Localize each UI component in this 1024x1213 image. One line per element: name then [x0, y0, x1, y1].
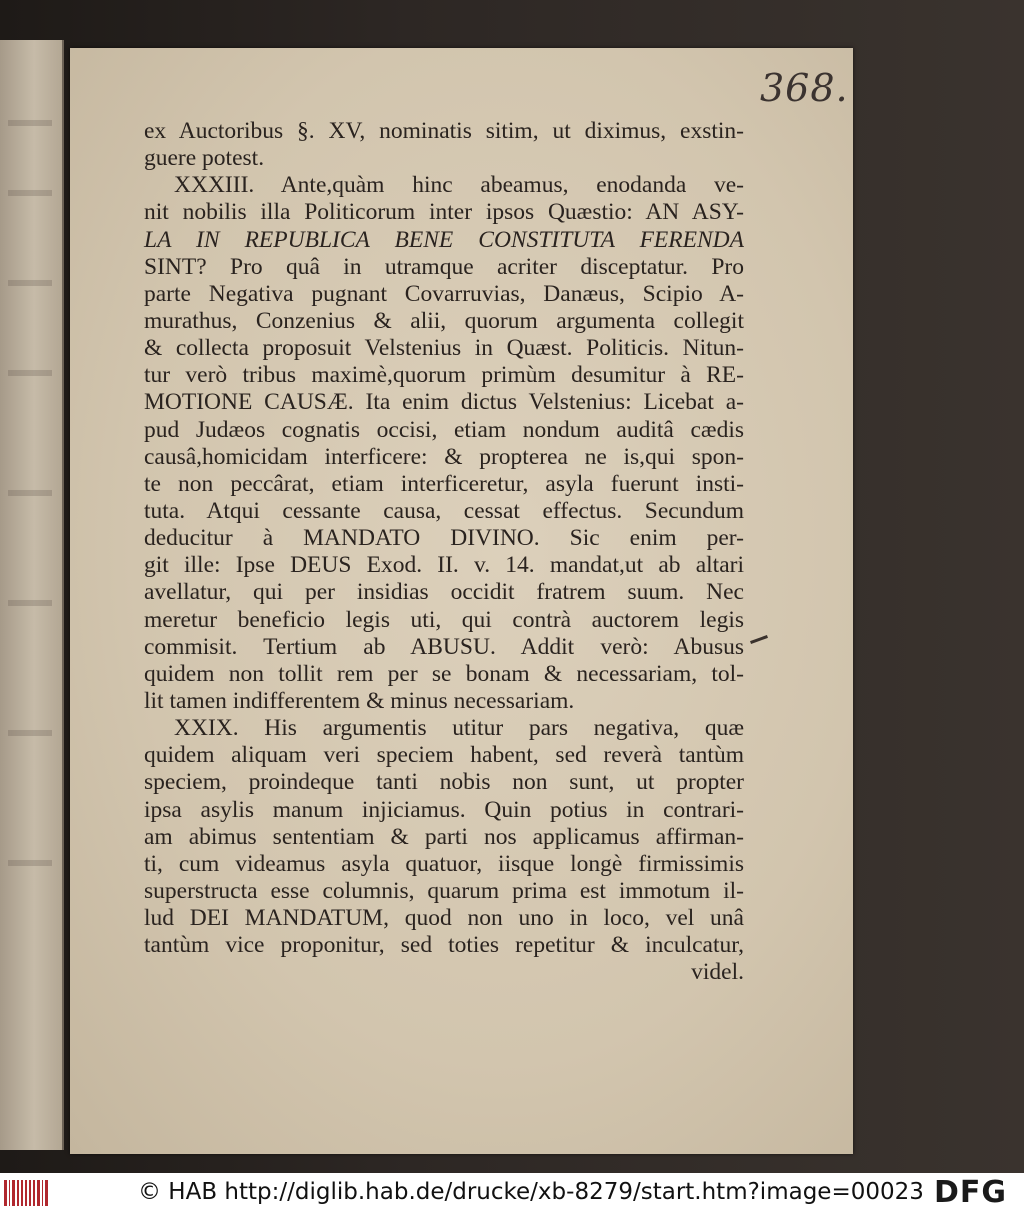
text-line: superstructa esse columnis, quarum prima est immotum il-	[144, 877, 744, 904]
viewer-footer	[0, 1173, 1024, 1213]
text-line: te non peccârat, etiam interficeretur, asyla fuerunt insti-	[144, 470, 744, 497]
text-line: lit tamen indifferentem & minus necessariam.	[144, 687, 575, 714]
text-line: avellatur, qui per insidias occidit fratrem suum. Nec	[144, 579, 744, 606]
library-logo-icon	[4, 1180, 48, 1206]
text-line: commisit. Tertium ab ABUSU. Addit verò: Abusus	[144, 633, 744, 660]
text-line: meretur beneficio legis uti, qui contrà auctorem legis	[144, 606, 744, 633]
text-line: pud Judæos cognatis occisi, etiam nondum auditâ cædis	[144, 416, 744, 443]
text-line: quidem non tollit rem per se bonam & necessariam, tol-	[144, 660, 744, 687]
folio-number: 368.	[760, 66, 849, 110]
text-line: tur verò tribus maximè,quorum primùm desumitur à RE-	[144, 362, 744, 389]
previous-page-edge	[0, 40, 64, 1150]
text-line: tantùm vice proponitur, sed toties repetitur & inculcatur,	[144, 932, 744, 959]
text-line: tuta. Atqui cessante causa, cessat effectus. Secundum	[144, 497, 744, 524]
text-line: lud DEI MANDATUM, quod non uno in loco, vel unâ	[144, 905, 744, 932]
text-line: quidem aliquam veri speciem habent, sed reverà tantùm	[144, 742, 744, 769]
text-line: ti, cum videamus asyla quatuor, iisque longè firmissimis	[144, 850, 744, 877]
text-line: LA IN REPUBLICA BENE CONSTITUTA FERENDA	[144, 226, 744, 253]
page-text	[144, 118, 744, 987]
catchword: videl.	[691, 959, 744, 986]
text-line: deducitur à MANDATO DIVINO. Sic enim per-	[144, 525, 744, 552]
text-line: parte Negativa pugnant Covarruvias, Danæus, Scipio A-	[144, 280, 744, 307]
text-line: git ille: Ipse DEUS Exod. II. v. 14. mandat,ut ab altari	[144, 552, 744, 579]
paragraph-start-line: XXXIII. Ante,quàm hinc abeamus, enodanda ve-	[174, 172, 744, 199]
text-line: ex Auctoribus §. XV, nominatis sitim, ut diximus, exstin-	[144, 118, 744, 144]
text-line: nit nobilis illa Politicorum inter ipsos Quæstio: AN ASY-	[144, 199, 744, 226]
text-line: SINT? Pro quâ in utramque acriter disceptatur. Pro	[144, 253, 744, 280]
text-line: murathus, Conzenius & alii, quorum argumenta collegit	[144, 307, 744, 334]
text-line: & collecta proposuit Velstenius in Quæst. Politicis. Nitun-	[144, 335, 744, 362]
text-line: am abimus sententiam & parti nos applicamus affirman-	[144, 823, 744, 850]
text-line: speciem, proindeque tanti nobis non sunt, ut propter	[144, 769, 744, 796]
copyright-link[interactable]: © HAB http://diglib.hab.de/drucke/xb-8279/start.htm?image=00023	[138, 1179, 924, 1205]
text-line: ipsa asylis manum injiciamus. Quin potius in contrari-	[144, 796, 744, 823]
text-line: causâ,homicidam interficere: & propterea ne is,qui spon-	[144, 443, 744, 470]
dfg-logo: DFG	[934, 1175, 1008, 1210]
text-line: guere potest.	[144, 145, 265, 172]
text-line: MOTIONE CAUSÆ. Ita enim dictus Velstenius: Licebat a-	[144, 389, 744, 416]
book-page	[70, 48, 853, 1154]
paragraph-start-line: XXIX. His argumentis utitur pars negativa, quæ	[174, 715, 744, 742]
